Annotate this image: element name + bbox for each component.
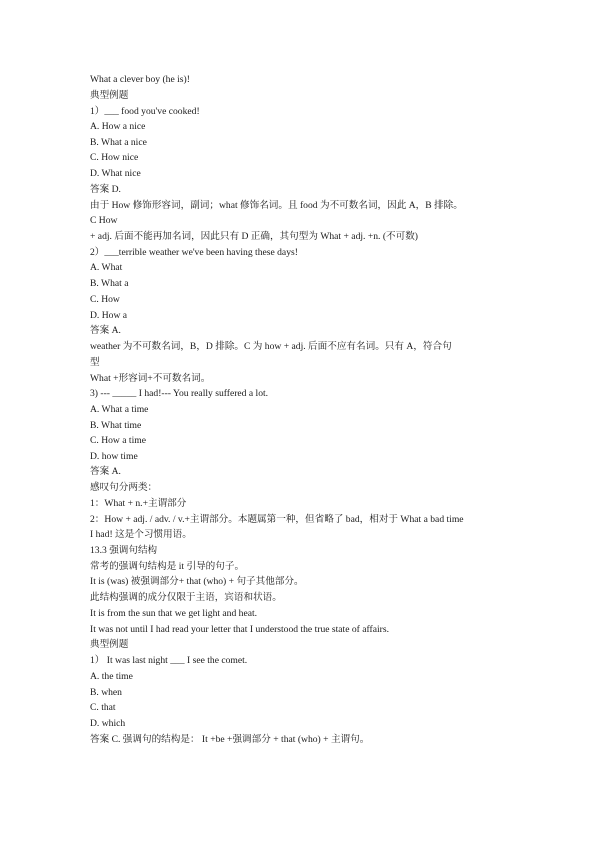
question-line: 1）___ food you've cooked! <box>90 106 200 117</box>
question-line: 3) --- _____ I had!--- You really suffered a lot. <box>90 388 269 399</box>
text-line: 感叹句分两类： <box>90 482 158 493</box>
text-line: 此结构强调的成分仅限于主语，宾语和状语。 <box>90 592 282 603</box>
text-line: 1：What + n.+主谓部分 <box>90 498 187 509</box>
answer-line: 答案 D. <box>90 184 121 195</box>
explanation-line: C How <box>90 215 118 226</box>
explanation-line: What +形容词+不可数名词。 <box>90 373 211 384</box>
option-line: C. How a time <box>90 435 146 446</box>
option-line: A. What <box>90 262 123 273</box>
text-line: It is (was) 被强调部分+ that (who) + 句子其他部分。 <box>90 576 304 587</box>
text-line: I had! 这是个习惯用语。 <box>90 529 192 540</box>
option-line: D. how time <box>90 451 138 462</box>
option-line: D. which <box>90 718 126 729</box>
explanation-line: + adj. 后面不能再加名词，因此只有 D 正确，其句型为 What + adj. +n. (不可数) <box>90 231 418 242</box>
option-line: B. What a <box>90 278 129 289</box>
explanation-line: 型 <box>90 357 100 368</box>
example-sentence: It was not until I had read your letter that I understood the true state of affairs. <box>90 624 389 635</box>
option-line: A. How a nice <box>90 121 146 132</box>
option-line: D. What nice <box>90 168 141 179</box>
option-line: C. that <box>90 702 116 713</box>
answer-line: 答案 C. 强调句的结构是： It +be +强调部分 + that (who) + 主谓句。 <box>90 734 370 745</box>
text-line: What a clever boy (he is)! <box>90 74 190 85</box>
option-line: C. How nice <box>90 152 139 163</box>
section-heading: 13.3 强调句结构 <box>90 545 158 556</box>
answer-line: 答案 A. <box>90 325 121 336</box>
question-line: 1） It was last night ___ I see the comet. <box>90 655 248 666</box>
option-line: C. How <box>90 294 120 305</box>
example-sentence: It is from the sun that we get light and heat. <box>90 608 258 619</box>
explanation-line: 由于 How 修饰形容词，副词；what 修饰名词。且 food 为不可数名词，因此 A，B 排除。 <box>90 200 463 211</box>
question-line: 2）___terrible weather we've been having these days! <box>90 247 298 258</box>
option-line: B. What a nice <box>90 137 147 148</box>
option-line: A. What a time <box>90 404 149 415</box>
section-heading: 典型例题 <box>90 90 129 101</box>
explanation-line: weather 为不可数名词，B，D 排除。C 为 how + adj. 后面不应有名词。只有 A，符合句 <box>90 341 452 352</box>
option-line: B. What time <box>90 420 142 431</box>
section-heading: 典型例题 <box>90 639 129 650</box>
text-line: 常考的强调句结构是 it 引导的句子。 <box>90 561 245 572</box>
option-line: A. the time <box>90 671 133 682</box>
option-line: D. How a <box>90 310 128 321</box>
option-line: B. when <box>90 687 122 698</box>
answer-line: 答案 A. <box>90 466 121 477</box>
text-line: 2：How + adj. / adv. / v.+主谓部分。本题属第一种，但省略了 bad，相对于 What a bad time <box>90 514 464 525</box>
